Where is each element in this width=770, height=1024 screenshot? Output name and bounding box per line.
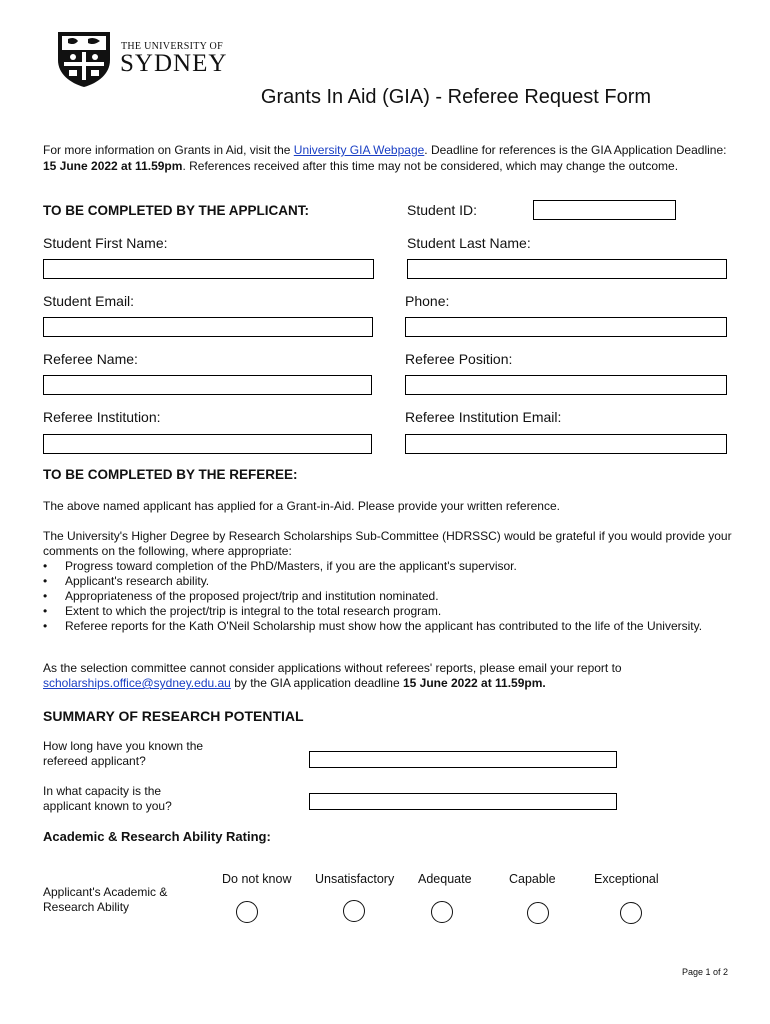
list-item: • Applicant's research ability. [43,574,733,589]
phone-input[interactable] [405,317,727,337]
page-title [0,86,770,109]
rating-col-unsatisfactory: Unsatisfactory [315,872,395,886]
rating-radio-unsatisfactory[interactable] [343,900,365,922]
referee-p3-text-a: As the selection committee cannot consider applications without referees' reports, please email your report to [43,661,622,675]
email-input[interactable] [43,317,373,337]
logo-university-line: THE UNIVERSITY OF [121,41,223,52]
referee-p3-text-b: by the GIA application deadline [230,676,403,690]
rating-col-do-not-know: Do not know [222,872,292,886]
phone-label: Phone: [405,293,450,309]
intro-deadline: 15 June 2022 at 11.59pm [43,159,183,173]
first-name-input[interactable] [43,259,374,279]
intro-text-2: . Deadline for references is the GIA Application Deadline: [424,143,727,157]
logo-sydney-line: SYDNEY [120,50,228,77]
applicant-section-heading: TO BE COMPLETED BY THE APPLICANT: [43,203,310,218]
referee-bullet-list [43,559,733,634]
university-crest-icon [54,30,114,88]
list-item: • Referee reports for the Kath O'Neil Scholarship must show how the applicant has contributed to the life of the University. [43,619,733,634]
referee-institution-email-label: Referee Institution Email: [405,409,562,425]
rating-radio-do-not-know[interactable] [236,901,258,923]
referee-name-input[interactable] [43,375,372,395]
email-label: Student Email: [43,293,135,309]
referee-paragraph-3 [43,661,733,691]
rating-row-label: Applicant's Academic & Research Ability [43,885,168,914]
intro-paragraph [43,142,733,174]
rating-heading: Academic & Research Ability Rating: [43,829,271,844]
list-item: • Appropriateness of the proposed project/trip and institution nominated. [43,589,733,604]
last-name-input[interactable] [407,259,727,279]
referee-name-label: Referee Name: [43,351,138,367]
intro-text-1: For more information on Grants in Aid, visit the [43,143,294,157]
referee-paragraph-2-text: The University's Higher Degree by Research Scholarships Sub-Committee (HDRSSC) would be grateful if you would provide your comments on the following, where appropriate: [43,529,732,558]
rating-radio-adequate[interactable] [431,901,453,923]
capacity-question: In what capacity is the applicant known to you? [43,784,172,813]
referee-position-label: Referee Position: [405,351,513,367]
list-item: • Extent to which the project/trip is integral to the total research program. [43,604,733,619]
referee-institution-email-input[interactable] [405,434,727,454]
gia-webpage-link[interactable]: University GIA Webpage [293,143,425,157]
referee-position-input[interactable] [405,375,727,395]
student-id-input[interactable] [533,200,676,220]
page-number: Page 1 of 2 [682,967,729,977]
rating-radio-capable[interactable] [527,902,549,924]
referee-paragraph-2 [43,529,733,634]
referee-institution-label: Referee Institution: [43,409,161,425]
intro-text-3: . References received after this time may not be considered, which may change the outcome. [182,159,679,173]
referee-paragraph-1: The above named applicant has applied for a Grant-in-Aid. Please provide your written reference. [43,499,560,513]
known-duration-question: How long have you known the refereed applicant? [43,739,204,768]
rating-radio-exceptional[interactable] [620,902,642,924]
scholarships-email-link[interactable]: scholarships.office@sydney.edu.au [43,676,231,690]
page-title-text: Grants In Aid (GIA) - Referee Request Form [260,86,652,108]
rating-col-capable: Capable [509,872,556,886]
known-duration-input[interactable] [309,751,617,768]
referee-institution-input[interactable] [43,434,372,454]
last-name-label: Student Last Name: [407,235,531,251]
rating-col-exceptional: Exceptional [594,872,659,886]
referee-section-heading: TO BE COMPLETED BY THE REFEREE: [43,467,298,482]
first-name-label: Student First Name: [43,235,168,251]
list-item: • Progress toward completion of the PhD/Masters, if you are the applicant's supervisor. [43,559,733,574]
student-id-label: Student ID: [407,202,478,218]
capacity-input[interactable] [309,793,617,810]
rating-col-adequate: Adequate [418,872,472,886]
referee-p3-deadline: 15 June 2022 at 11.59pm. [402,676,546,690]
summary-heading: SUMMARY OF RESEARCH POTENTIAL [43,708,304,724]
